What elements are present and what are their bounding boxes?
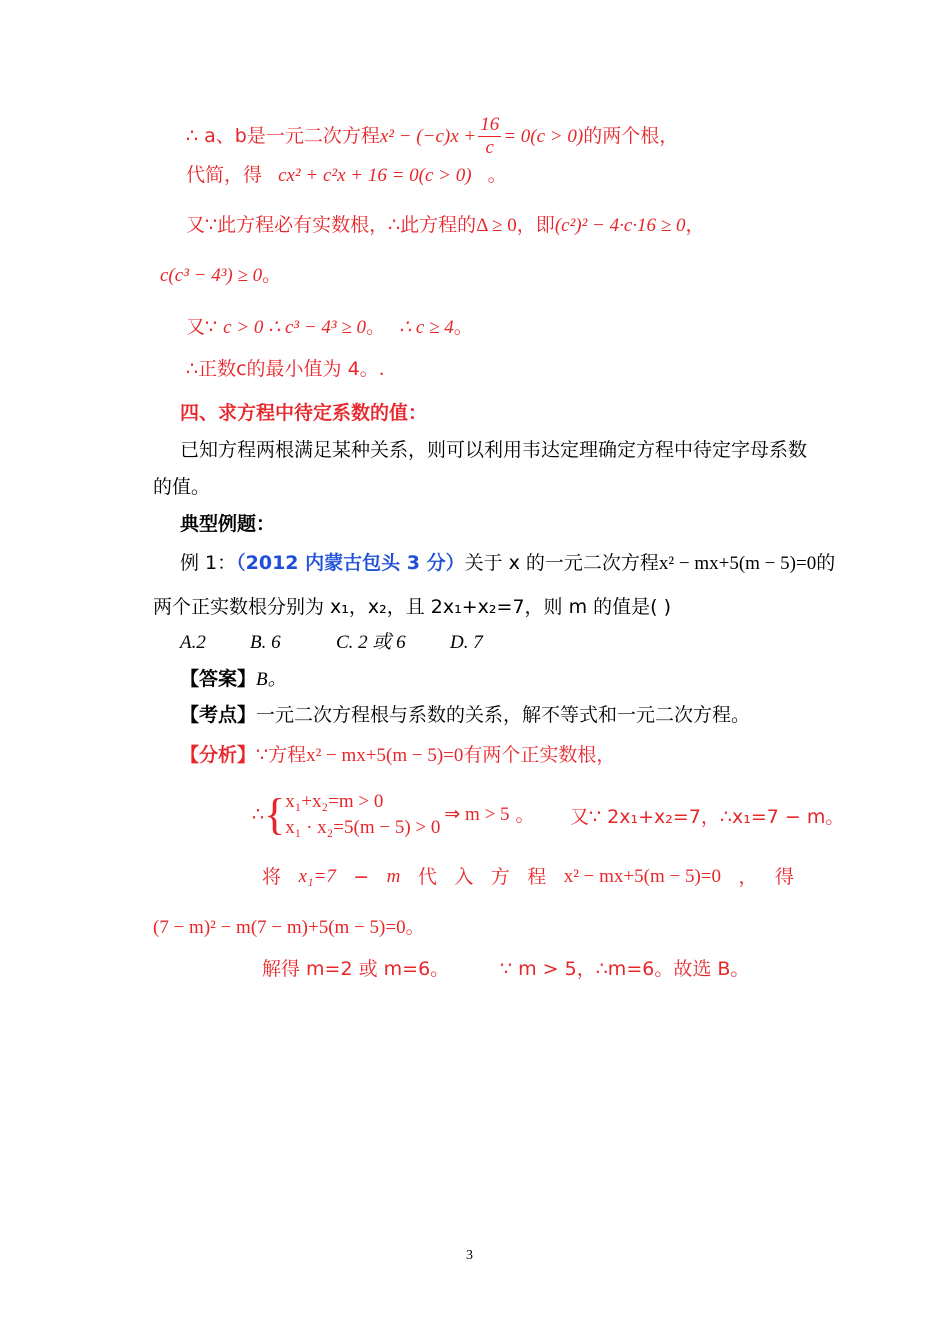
therefore-symbol: ∴ [252, 803, 265, 826]
equation-line [153, 914, 425, 941]
keypoint-text: 一元二次方程根与系数的关系，解不等式和一元二次方程。 [256, 704, 751, 726]
text: 。 [366, 316, 386, 338]
text: 关于 x 的一元二次方程 [464, 552, 659, 574]
solution-result-left: 解得 m=2 或 m=6。 [262, 958, 450, 980]
system-result: ⇒ m > 5 [444, 803, 510, 825]
text: ， [685, 214, 705, 236]
text: 的 [816, 552, 836, 574]
option-c: C. 2 或 6 [336, 632, 406, 653]
text: 又∵此方程必有实数根，∴此方程的 [186, 214, 477, 236]
solution-line-discriminant [186, 212, 705, 239]
equation: c(c³ − 4³) ≥ 0 [160, 265, 263, 286]
equation: (7 − m)² − m(7 − m)+5(m − 5)=0 [153, 917, 406, 938]
keypoint-label: 【考点】 [180, 704, 257, 726]
inequality-system [252, 788, 535, 841]
system-row-product: x₁ · x₂=5(m − 5) > 0 [285, 816, 441, 838]
equation: (c²)² − 4·c·16 ≥ 0 [554, 215, 686, 236]
equation: ∴ c ≥ 4 [399, 317, 454, 338]
solution-result-right: ∵ m > 5，∴m=6。故选 B。 [500, 958, 750, 980]
text: 。 [487, 164, 507, 186]
word: 得 [774, 866, 794, 888]
paragraph-line: 的值。 [153, 476, 211, 498]
paragraph-line: 已知方程两根满足某种关系，则可以利用韦达定理确定方程中待定字母系数 [180, 439, 808, 461]
text: 有两个正实数根， [463, 744, 616, 766]
text: 代简，得 [186, 164, 263, 186]
word: m [386, 866, 401, 887]
solution-line-inequality [186, 314, 473, 341]
solution-line-factor [160, 262, 281, 289]
equation: x² − mx+5(m − 5)=0 [563, 866, 722, 887]
equation: x² − mx+5(m − 5)=0 [306, 745, 464, 766]
text: 。 [515, 803, 535, 826]
analysis-label: 【分析】 [180, 744, 257, 766]
word: ， [738, 866, 758, 888]
equation: x² − (−c)x + [379, 126, 477, 147]
fraction-numerator: 16 [480, 114, 500, 135]
answer-line [180, 666, 287, 693]
analysis-line [180, 742, 615, 769]
option-d: D. 7 [450, 632, 483, 653]
text: ∴ a、b是一元二次方程 [186, 125, 380, 147]
solution-line-simplify [186, 162, 507, 189]
equation: x² − mx+5(m − 5)=0 [658, 553, 817, 574]
substitution-line [262, 864, 794, 890]
equation: Δ ≥ 0 [476, 215, 517, 236]
answer-label: 【答案】 [180, 668, 257, 690]
system-rows [285, 789, 440, 841]
example-line: 两个正实数根分别为 x₁，x₂，且 2x₁+x₂=7，则 m 的值是( ) [153, 596, 671, 618]
left-brace: { [264, 789, 286, 839]
text: ，即 [516, 214, 555, 236]
equation: c > 0 ∴ c³ − 4³ ≥ 0 [223, 317, 367, 338]
text: ∴正数c的最小值为 4。. [186, 358, 385, 380]
option-b: B. 6 [250, 632, 281, 653]
word: 方 [490, 866, 510, 888]
section-heading: 四、求方程中待定系数的值： [180, 402, 428, 424]
analysis-line-right: 又∵ 2x₁+x₂=7，∴x₁=7 − m。 [570, 806, 845, 828]
system-row-sum: x₁+x₂=m > 0 [285, 790, 384, 812]
example-line [180, 550, 835, 577]
fraction [478, 114, 501, 159]
text: ∵方程 [256, 744, 307, 766]
word: 代 [417, 866, 437, 888]
solution-line-conclusion [186, 356, 385, 382]
text: 。 [453, 316, 473, 338]
equation: cx² + c²x + 16 = 0(c > 0) [278, 165, 472, 186]
equation-tail: = 0(c > 0) [503, 126, 584, 147]
text: 又∵ [186, 316, 218, 338]
option-a: A.2 [180, 632, 206, 653]
subheading: 典型例题： [180, 513, 276, 535]
solution-line-roots [186, 114, 678, 159]
example-source: （2012 内蒙古包头 3 分） [236, 552, 465, 574]
word: − [353, 866, 370, 888]
text: 的两个根， [583, 125, 679, 147]
fraction-denominator: c [485, 137, 494, 158]
keypoint-line [180, 702, 750, 728]
word: x₁=7 [298, 866, 336, 887]
example-label: 例 1： [180, 552, 237, 574]
word: 程 [527, 866, 547, 888]
text: 。 [405, 916, 425, 938]
text: 。 [262, 264, 282, 286]
page-number: 3 [466, 1248, 473, 1263]
word: 入 [454, 866, 474, 888]
answer-value: B。 [256, 669, 287, 690]
word: 将 [262, 866, 282, 888]
